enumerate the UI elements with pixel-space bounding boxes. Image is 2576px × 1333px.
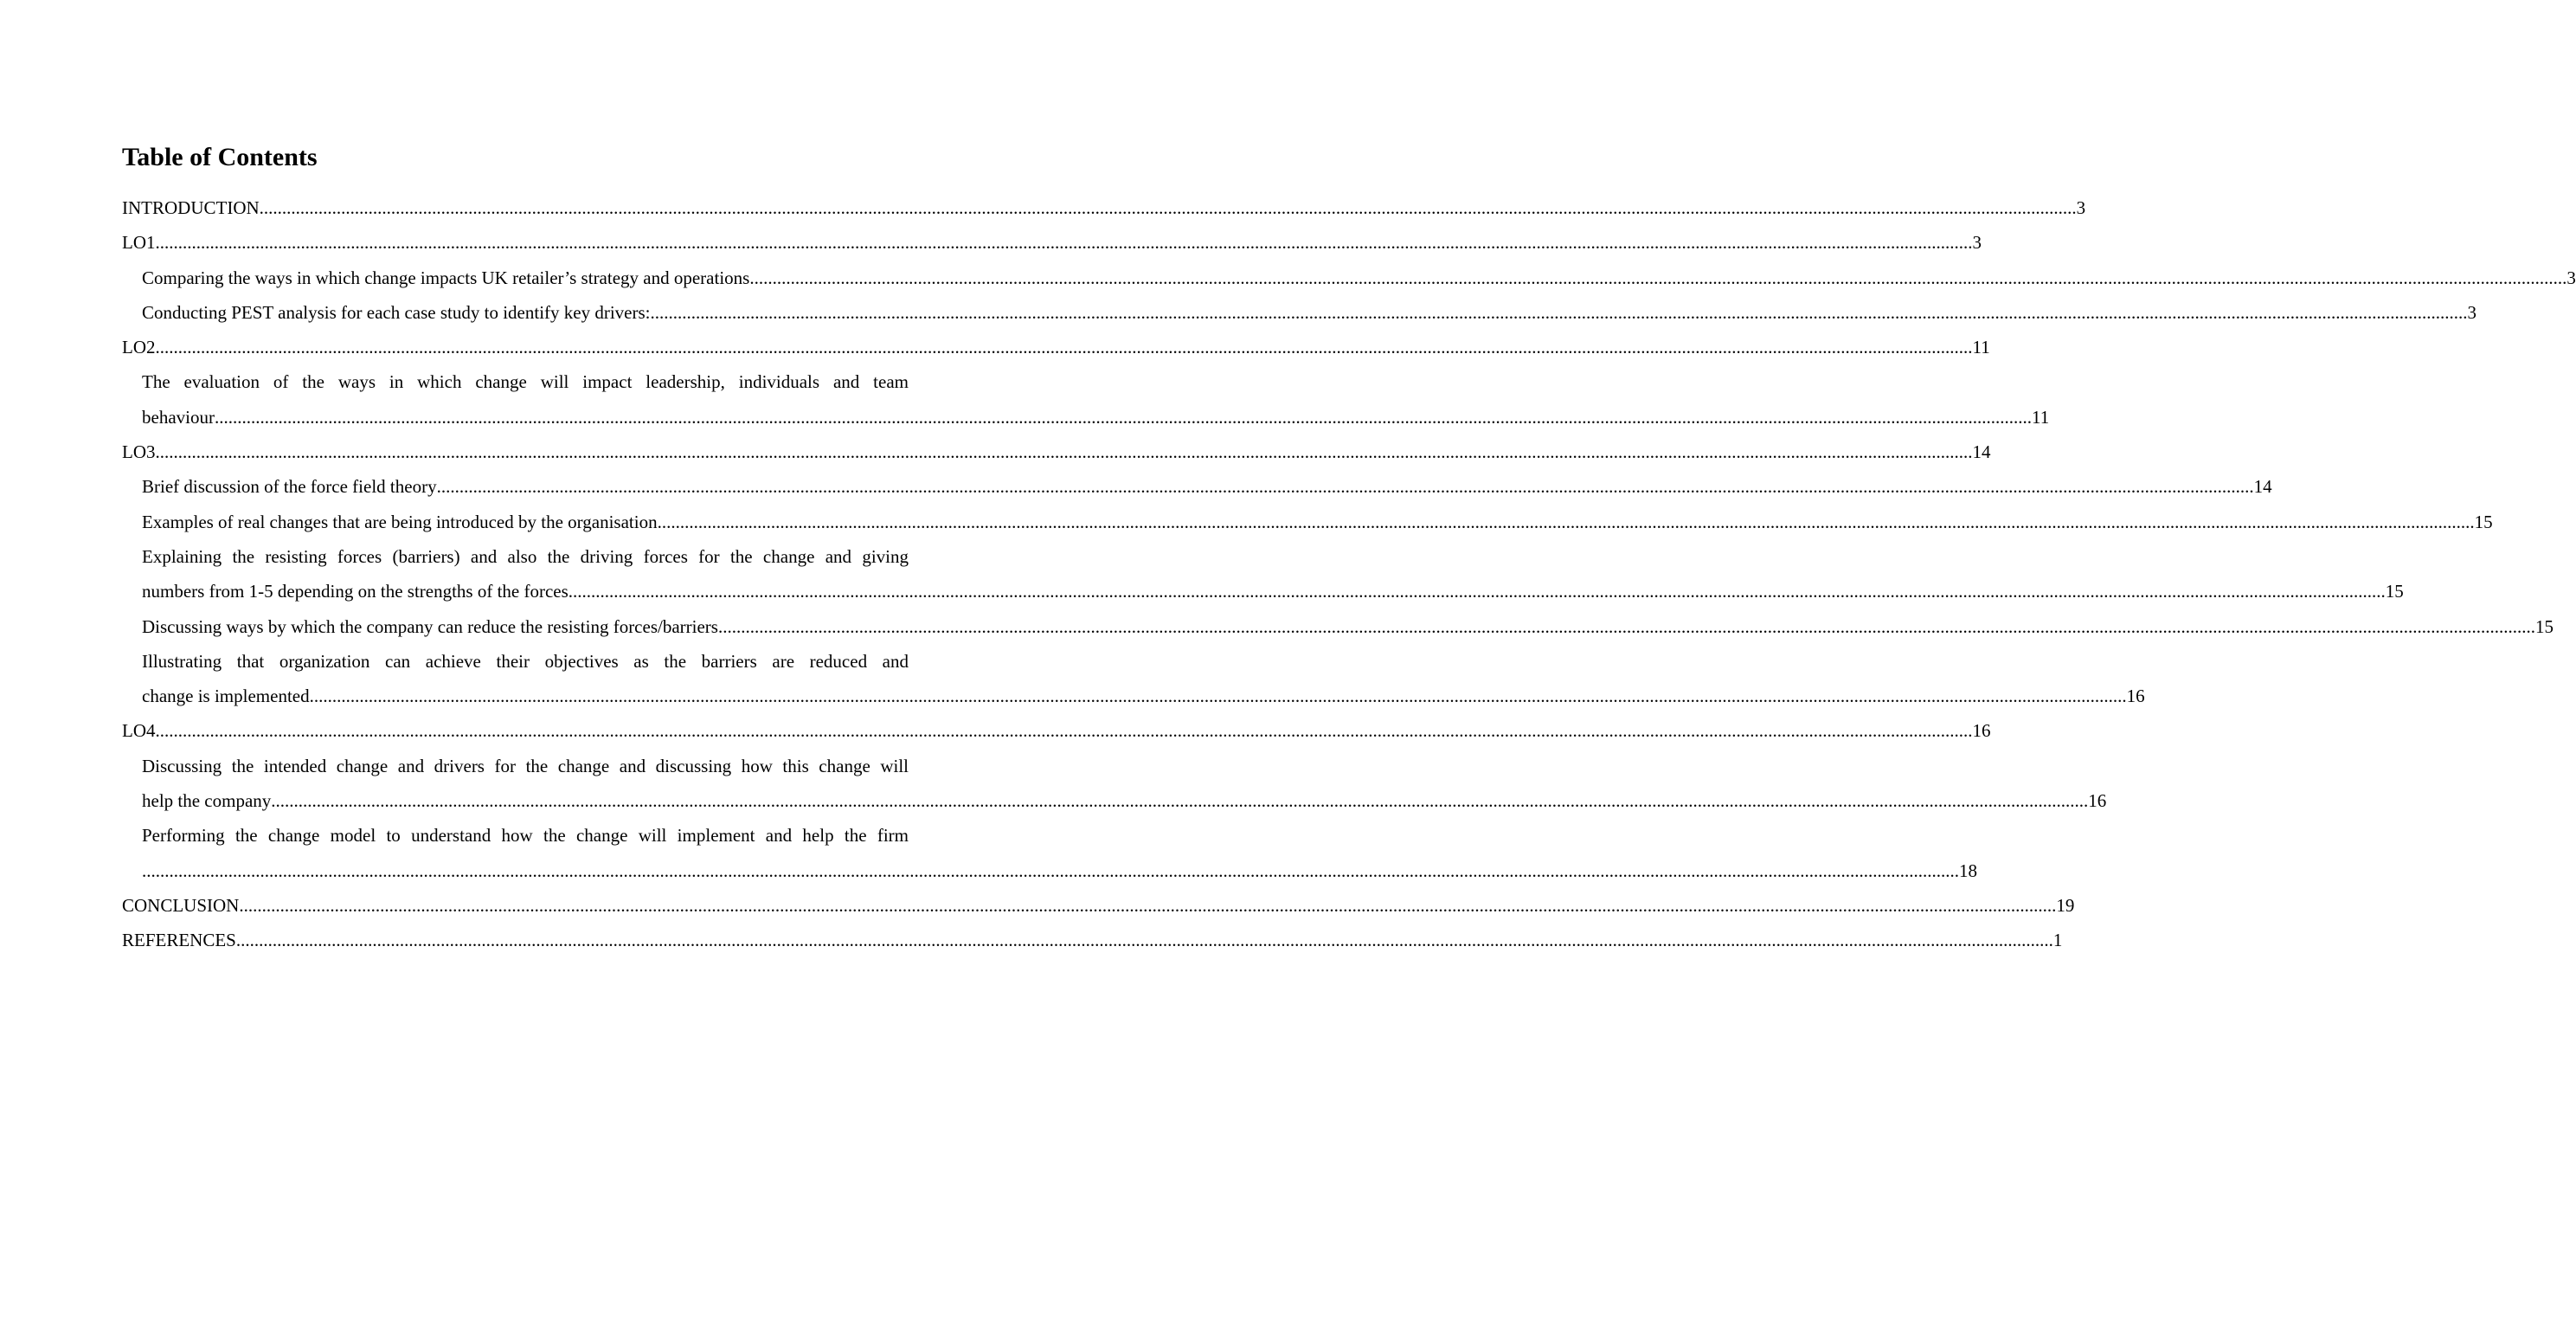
- dot-leader: ................................................................................................................................................................................................................................................................................................................................................................................................................: [309, 686, 2127, 707]
- toc-entry[interactable]: [122, 644, 2145, 714]
- document-page: [122, 138, 2576, 958]
- toc-entry-text: change is implemented: [142, 686, 310, 707]
- toc-entry-text: behaviour: [142, 406, 215, 428]
- toc-entry-text: Illustrating that organization can achieve their objectives as the barriers are reduced and: [142, 650, 909, 672]
- toc-page-number: 16: [2088, 790, 2107, 812]
- dot-leader: ................................................................................................................................................................................................................................................................................................................................................................................................................: [436, 476, 2254, 498]
- toc-page-number: 15: [2385, 581, 2404, 602]
- dot-leader: ................................................................................................................................................................................................................................................................................................................................................................................................................: [271, 790, 2089, 812]
- toc-entry-text: LO4: [122, 720, 156, 742]
- dot-leader: ................................................................................................................................................................................................................................................................................................................................................................................................................: [717, 615, 2535, 637]
- toc-entry[interactable]: [122, 295, 2476, 330]
- toc-entry[interactable]: [122, 225, 1982, 260]
- table-of-contents: [122, 190, 2576, 958]
- toc-entry[interactable]: [122, 505, 2493, 539]
- toc-entry-text: LO3: [122, 441, 156, 463]
- toc-page-number: 19: [2056, 894, 2075, 916]
- toc-page-number: 11: [1972, 337, 1990, 358]
- toc-entry[interactable]: [122, 190, 2086, 225]
- toc-page-number: 3: [2566, 267, 2576, 288]
- dot-leader: ................................................................................................................................................................................................................................................................................................................................................................................................................: [259, 197, 2077, 218]
- toc-entry[interactable]: [122, 749, 2107, 819]
- toc-entry[interactable]: [122, 888, 2075, 923]
- dot-leader: ................................................................................................................................................................................................................................................................................................................................................................................................................: [142, 860, 1959, 881]
- dot-leader: ................................................................................................................................................................................................................................................................................................................................................................................................................: [235, 930, 2053, 951]
- dot-leader: ................................................................................................................................................................................................................................................................................................................................................................................................................: [155, 441, 1973, 463]
- toc-entry-text: Brief discussion of the force field theory: [142, 476, 437, 498]
- toc-entry[interactable]: [122, 261, 2576, 295]
- dot-leader: ................................................................................................................................................................................................................................................................................................................................................................................................................: [155, 720, 1973, 742]
- toc-page-number: 14: [1972, 441, 1991, 463]
- toc-entry-text: Conducting PEST analysis for each case study to identify key drivers:: [142, 301, 651, 323]
- toc-entry-text: The evaluation of the ways in which change will impact leadership, individuals and team: [142, 371, 909, 393]
- toc-entry[interactable]: [122, 609, 2554, 644]
- toc-page-number: 3: [2467, 301, 2476, 323]
- toc-entry[interactable]: [122, 539, 2404, 609]
- toc-title: Table of Contents: [122, 143, 318, 171]
- toc-entry[interactable]: [122, 818, 1977, 888]
- toc-page-number: 18: [1959, 860, 1977, 881]
- toc-page-number: 3: [2076, 197, 2086, 218]
- toc-entry-text: LO2: [122, 337, 156, 358]
- toc-page-number: 16: [2126, 686, 2145, 707]
- dot-leader: ................................................................................................................................................................................................................................................................................................................................................................................................................: [568, 581, 2386, 602]
- toc-page-number: 11: [2031, 406, 2050, 428]
- toc-entry-text: Performing the change model to understand how the change will implement and help the firm: [142, 825, 909, 847]
- dot-leader: ................................................................................................................................................................................................................................................................................................................................................................................................................: [239, 894, 2057, 916]
- toc-page-number: 16: [1972, 720, 1991, 742]
- toc-entry-text: INTRODUCTION: [122, 197, 260, 218]
- toc-entry-text: LO1: [122, 232, 156, 254]
- toc-entry-text: Discussing the intended change and drivers for the change and discussing how this change will: [142, 755, 909, 776]
- toc-entry-text: CONCLUSION: [122, 894, 240, 916]
- dot-leader: ................................................................................................................................................................................................................................................................................................................................................................................................................: [650, 301, 2468, 323]
- dot-leader: ................................................................................................................................................................................................................................................................................................................................................................................................................: [657, 511, 2475, 532]
- dot-leader: ................................................................................................................................................................................................................................................................................................................................................................................................................: [155, 232, 1973, 254]
- toc-entry-text: Discussing ways by which the company can reduce the resisting forces/barriers: [142, 615, 718, 637]
- toc-page-number: 3: [1972, 232, 1982, 254]
- toc-entry-text: REFERENCES: [122, 930, 236, 951]
- toc-entry-text: help the company: [142, 790, 272, 812]
- toc-entry[interactable]: [122, 469, 2272, 504]
- dot-leader: ................................................................................................................................................................................................................................................................................................................................................................................................................: [214, 406, 2032, 428]
- toc-page-number: 14: [2253, 476, 2272, 498]
- dot-leader: ................................................................................................................................................................................................................................................................................................................................................................................................................: [749, 267, 2567, 288]
- toc-entry-text: Comparing the ways in which change impacts UK retailer’s strategy and operations: [142, 267, 750, 288]
- toc-entry[interactable]: [122, 713, 1991, 748]
- dot-leader: ................................................................................................................................................................................................................................................................................................................................................................................................................: [155, 337, 1973, 358]
- toc-entry[interactable]: [122, 923, 2063, 957]
- toc-entry-text: Examples of real changes that are being introduced by the organisation: [142, 511, 658, 532]
- toc-entry[interactable]: [122, 435, 1991, 469]
- toc-entry[interactable]: [122, 330, 1990, 364]
- toc-entry-text: numbers from 1-5 depending on the strengths of the forces: [142, 581, 569, 602]
- toc-page-number: 1: [2052, 930, 2063, 951]
- toc-entry[interactable]: [122, 364, 2050, 435]
- toc-entry-text: Explaining the resisting forces (barriers) and also the driving forces for the change and giving: [142, 545, 909, 567]
- toc-page-number: 15: [2474, 511, 2493, 532]
- toc-page-number: 15: [2534, 615, 2554, 637]
